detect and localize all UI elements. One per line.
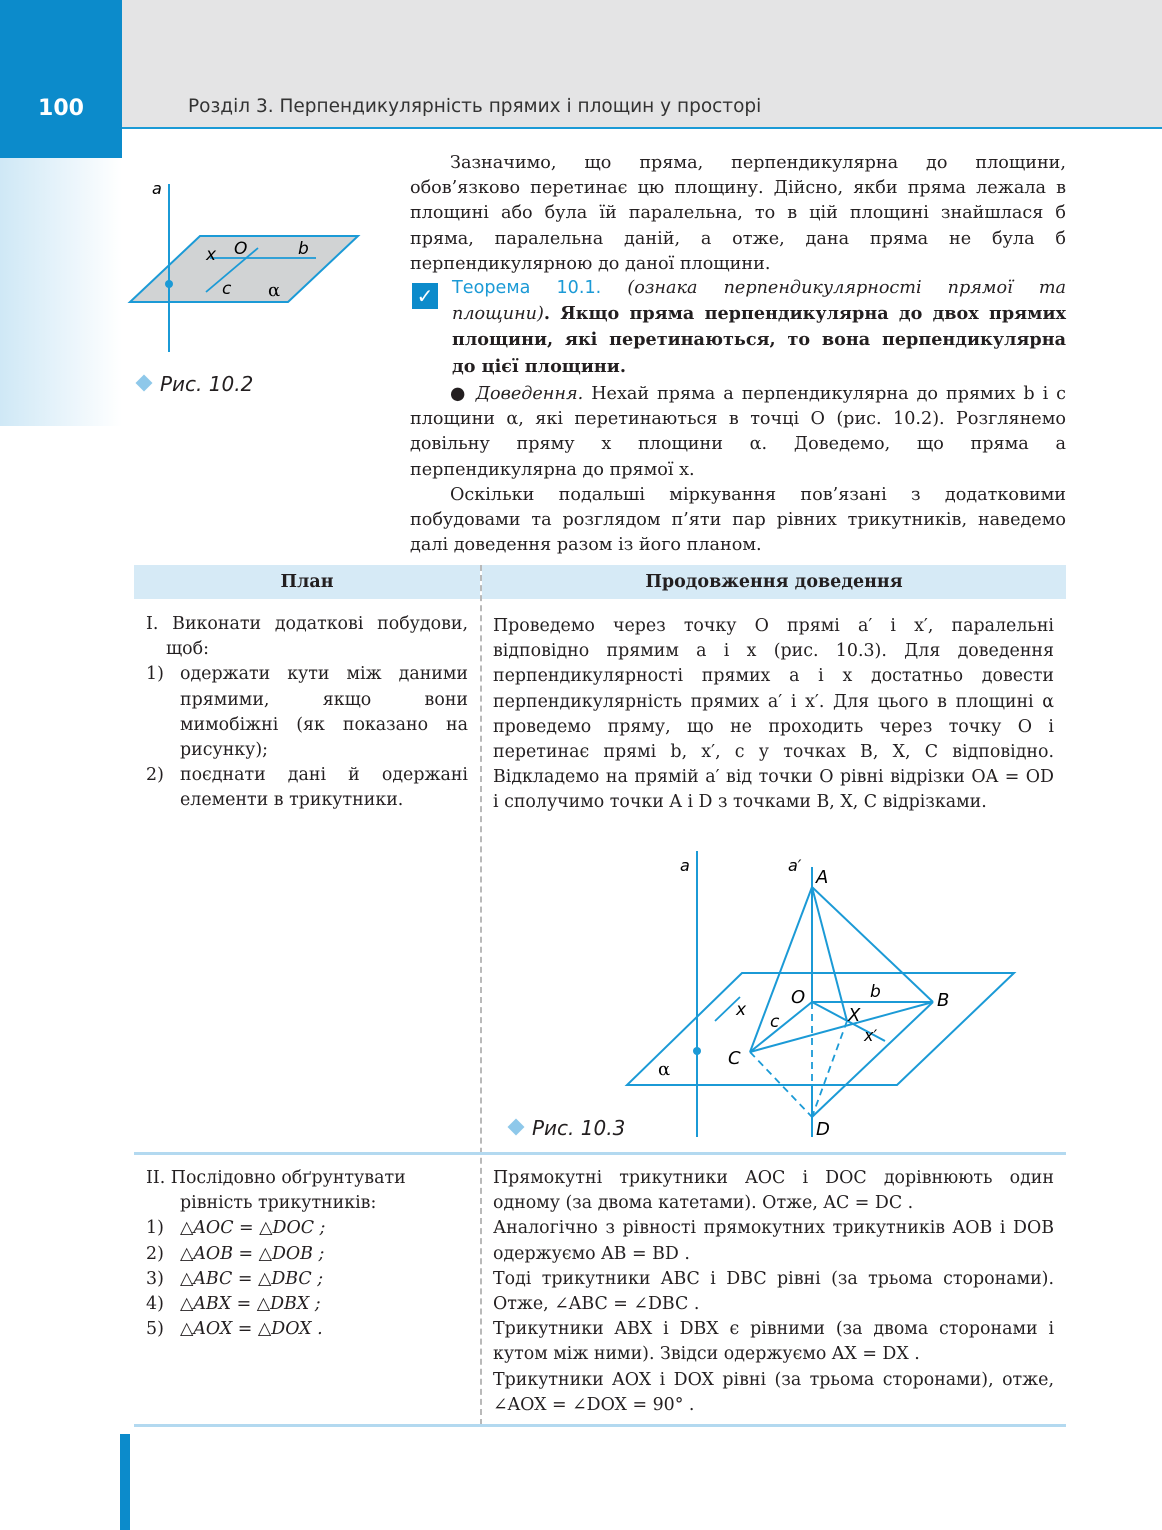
intro-block [410, 151, 1066, 277]
proof-line: Трикутники AOX і DOX рівні (за трьома сторонами), отже, ∠AOX = ∠DOX = 90° . [493, 1369, 1054, 1415]
label-X: X [848, 1005, 861, 1026]
row1-plan-intro: I. Виконати додаткові побудови, щоб: [146, 614, 468, 660]
figure-10-2 [120, 170, 380, 360]
proof-text: Нехай пряма a перпендикулярна до прямих b і c площини α, які перетинаються в точці O (рис. 10.2). Розглянемо довільну пряму x площини α. Доведемо, що пряма a перпендикулярна до прямої x. [410, 384, 1067, 480]
list-item [146, 1317, 468, 1342]
list-text: △AOC = △DOC ; [180, 1218, 326, 1239]
list-num: 1) [146, 1218, 164, 1239]
page-number-tab [0, 0, 122, 158]
row2-proof [493, 1166, 1054, 1418]
label-C: C [728, 1048, 741, 1069]
row1-proof-text: Проведемо через точку O прямі a′ і x′, паралельні відповідно прямим a і x (рис. 10.3). Для доведення перпендикулярності прямих a і x достатньо довести перпендикулярність прямих a′ і x′. Для цього в площині α проведемо пряму, що не проходить через точку O і перетинає прямі b, x′, c у точках B, X, C відповідно. Відкладемо на прямій a′ від точки O рівні відрізки OA = OD і сполучимо точки A і D з точками B, X, C відрізками. [493, 616, 1054, 813]
footer-accent-bar [120, 1434, 130, 1530]
list-item [146, 1292, 468, 1317]
list-text: △AOB = △DOB ; [180, 1243, 325, 1264]
theorem-label: Теорема 10.1. [452, 278, 602, 298]
list-num: 4) [146, 1294, 164, 1315]
proof-label: Доведення. [475, 384, 584, 404]
label-a-prime: a′ [788, 856, 802, 875]
caption-text: Рис. 10.3 [532, 1116, 626, 1140]
label-O: O [791, 987, 806, 1008]
list-num: 2) [146, 1243, 164, 1264]
figure-10-2-caption [138, 372, 253, 396]
table-row-divider [134, 1152, 1066, 1155]
row2-plan [146, 1166, 468, 1342]
proof-line: Трикутники ABX і DBX є рівними (за двома сторонами і кутом між ними). Звідси одержуємо AX = DX . [493, 1319, 1054, 1365]
list-text: △ABC = △DBC ; [180, 1268, 324, 1289]
diamond-icon [508, 1119, 525, 1136]
list-num: 2) [146, 765, 164, 786]
label-a: a [680, 856, 690, 875]
margin-gradient [0, 158, 122, 426]
proof-paragraph [410, 382, 1066, 483]
page-number: 100 [38, 96, 84, 121]
label-x: x [736, 1000, 747, 1020]
list-text: △AOX = △DOX . [180, 1319, 323, 1340]
list-item [146, 1242, 468, 1267]
list-item [146, 763, 468, 813]
label-b: b [870, 982, 881, 1002]
table-header-proof: Продовження доведення [482, 565, 1066, 599]
label-c: c [770, 1012, 780, 1032]
label-c: c [222, 279, 232, 299]
list-text: одержати кути між даними прямими, якщо вони мимобіжні (як показано на рисунку); [180, 664, 468, 761]
figure-10-3 [600, 845, 1040, 1145]
figure-10-3-caption [510, 1116, 625, 1140]
proof-line: Тоді трикутники ABC і DBC рівні (за трьома сторонами). Отже, ∠ABC = ∠DBC . [493, 1268, 1054, 1315]
table-header-plan: План [134, 565, 480, 599]
proof-line: Прямокутні трикутники AOC і DOC дорівнюють один одному (за двома катетами). Отже, AC = DC . [493, 1168, 1054, 1214]
list-num: 3) [146, 1268, 164, 1289]
list-num: 1) [146, 664, 164, 685]
theorem-statement: . Якщо пряма перпендикулярна до двох прямих площини, які перетинаються, то вона перпендикулярна до цієї площини. [452, 303, 1066, 377]
label-a: a [152, 179, 162, 198]
label-alpha: α [268, 280, 281, 301]
label-D: D [816, 1119, 830, 1140]
list-text: поєднати дані й одержані елементи в трикутники. [180, 765, 468, 811]
label-B: B [937, 990, 950, 1011]
segment-DX [812, 1021, 847, 1117]
table-bottom-rule [134, 1424, 1066, 1427]
chapter-title: Розділ 3. Перпендикулярність прямих і площин у просторі [188, 96, 762, 117]
row2-plan-intro: II. Послідовно обґрунтувати рівність трикутників: [146, 1168, 406, 1214]
label-O: O [234, 239, 248, 259]
point-intersection [165, 280, 173, 288]
theorem-block [452, 276, 1066, 380]
diamond-icon [136, 375, 153, 392]
label-x-prime: x′ [864, 1026, 878, 1045]
bullet-icon: ● [450, 384, 468, 404]
label-x: x [206, 245, 217, 265]
row1-plan [146, 612, 468, 814]
theorem-note: (ознака перпендикулярності прямої та площини) [452, 278, 1066, 325]
list-item [146, 1267, 468, 1292]
label-A: A [816, 867, 829, 888]
proof-paragraph-2: Оскільки подальші міркування пов’язані з додатковими побудовами та розглядом п’яти пар рівних трикутників, наведемо далі доведення разом із його планом. [410, 484, 1066, 556]
label-b: b [298, 239, 309, 259]
proof-block [410, 382, 1066, 558]
segment-AX [812, 887, 847, 1021]
plane-alpha [627, 973, 1014, 1085]
checkmark-icon: ✓ [412, 283, 438, 309]
row1-proof [493, 614, 1054, 816]
list-item [146, 662, 468, 763]
intro-paragraph: Зазначимо, що пряма, перпендикулярна до площини, обов’язково перетинає цю площину. Дійсно, якби пряма лежала в площині або була їй паралельна, то в цій площині знайшлася б пряма, паралельна даній, а отже, дана пряма не була б перпендикулярною до даної площини. [410, 153, 1066, 274]
caption-text: Рис. 10.2 [160, 372, 254, 396]
label-alpha: α [658, 1059, 671, 1080]
list-item [146, 1216, 468, 1241]
point-intersection [693, 1047, 701, 1055]
list-num: 5) [146, 1319, 164, 1340]
header-rule [122, 127, 1162, 129]
list-text: △ABX = △DBX ; [180, 1294, 321, 1315]
proof-line: Аналогічно з рівності прямокутних трикутників AOB і DOB одержуємо AB = BD . [493, 1218, 1054, 1264]
table-column-divider [480, 565, 482, 1425]
